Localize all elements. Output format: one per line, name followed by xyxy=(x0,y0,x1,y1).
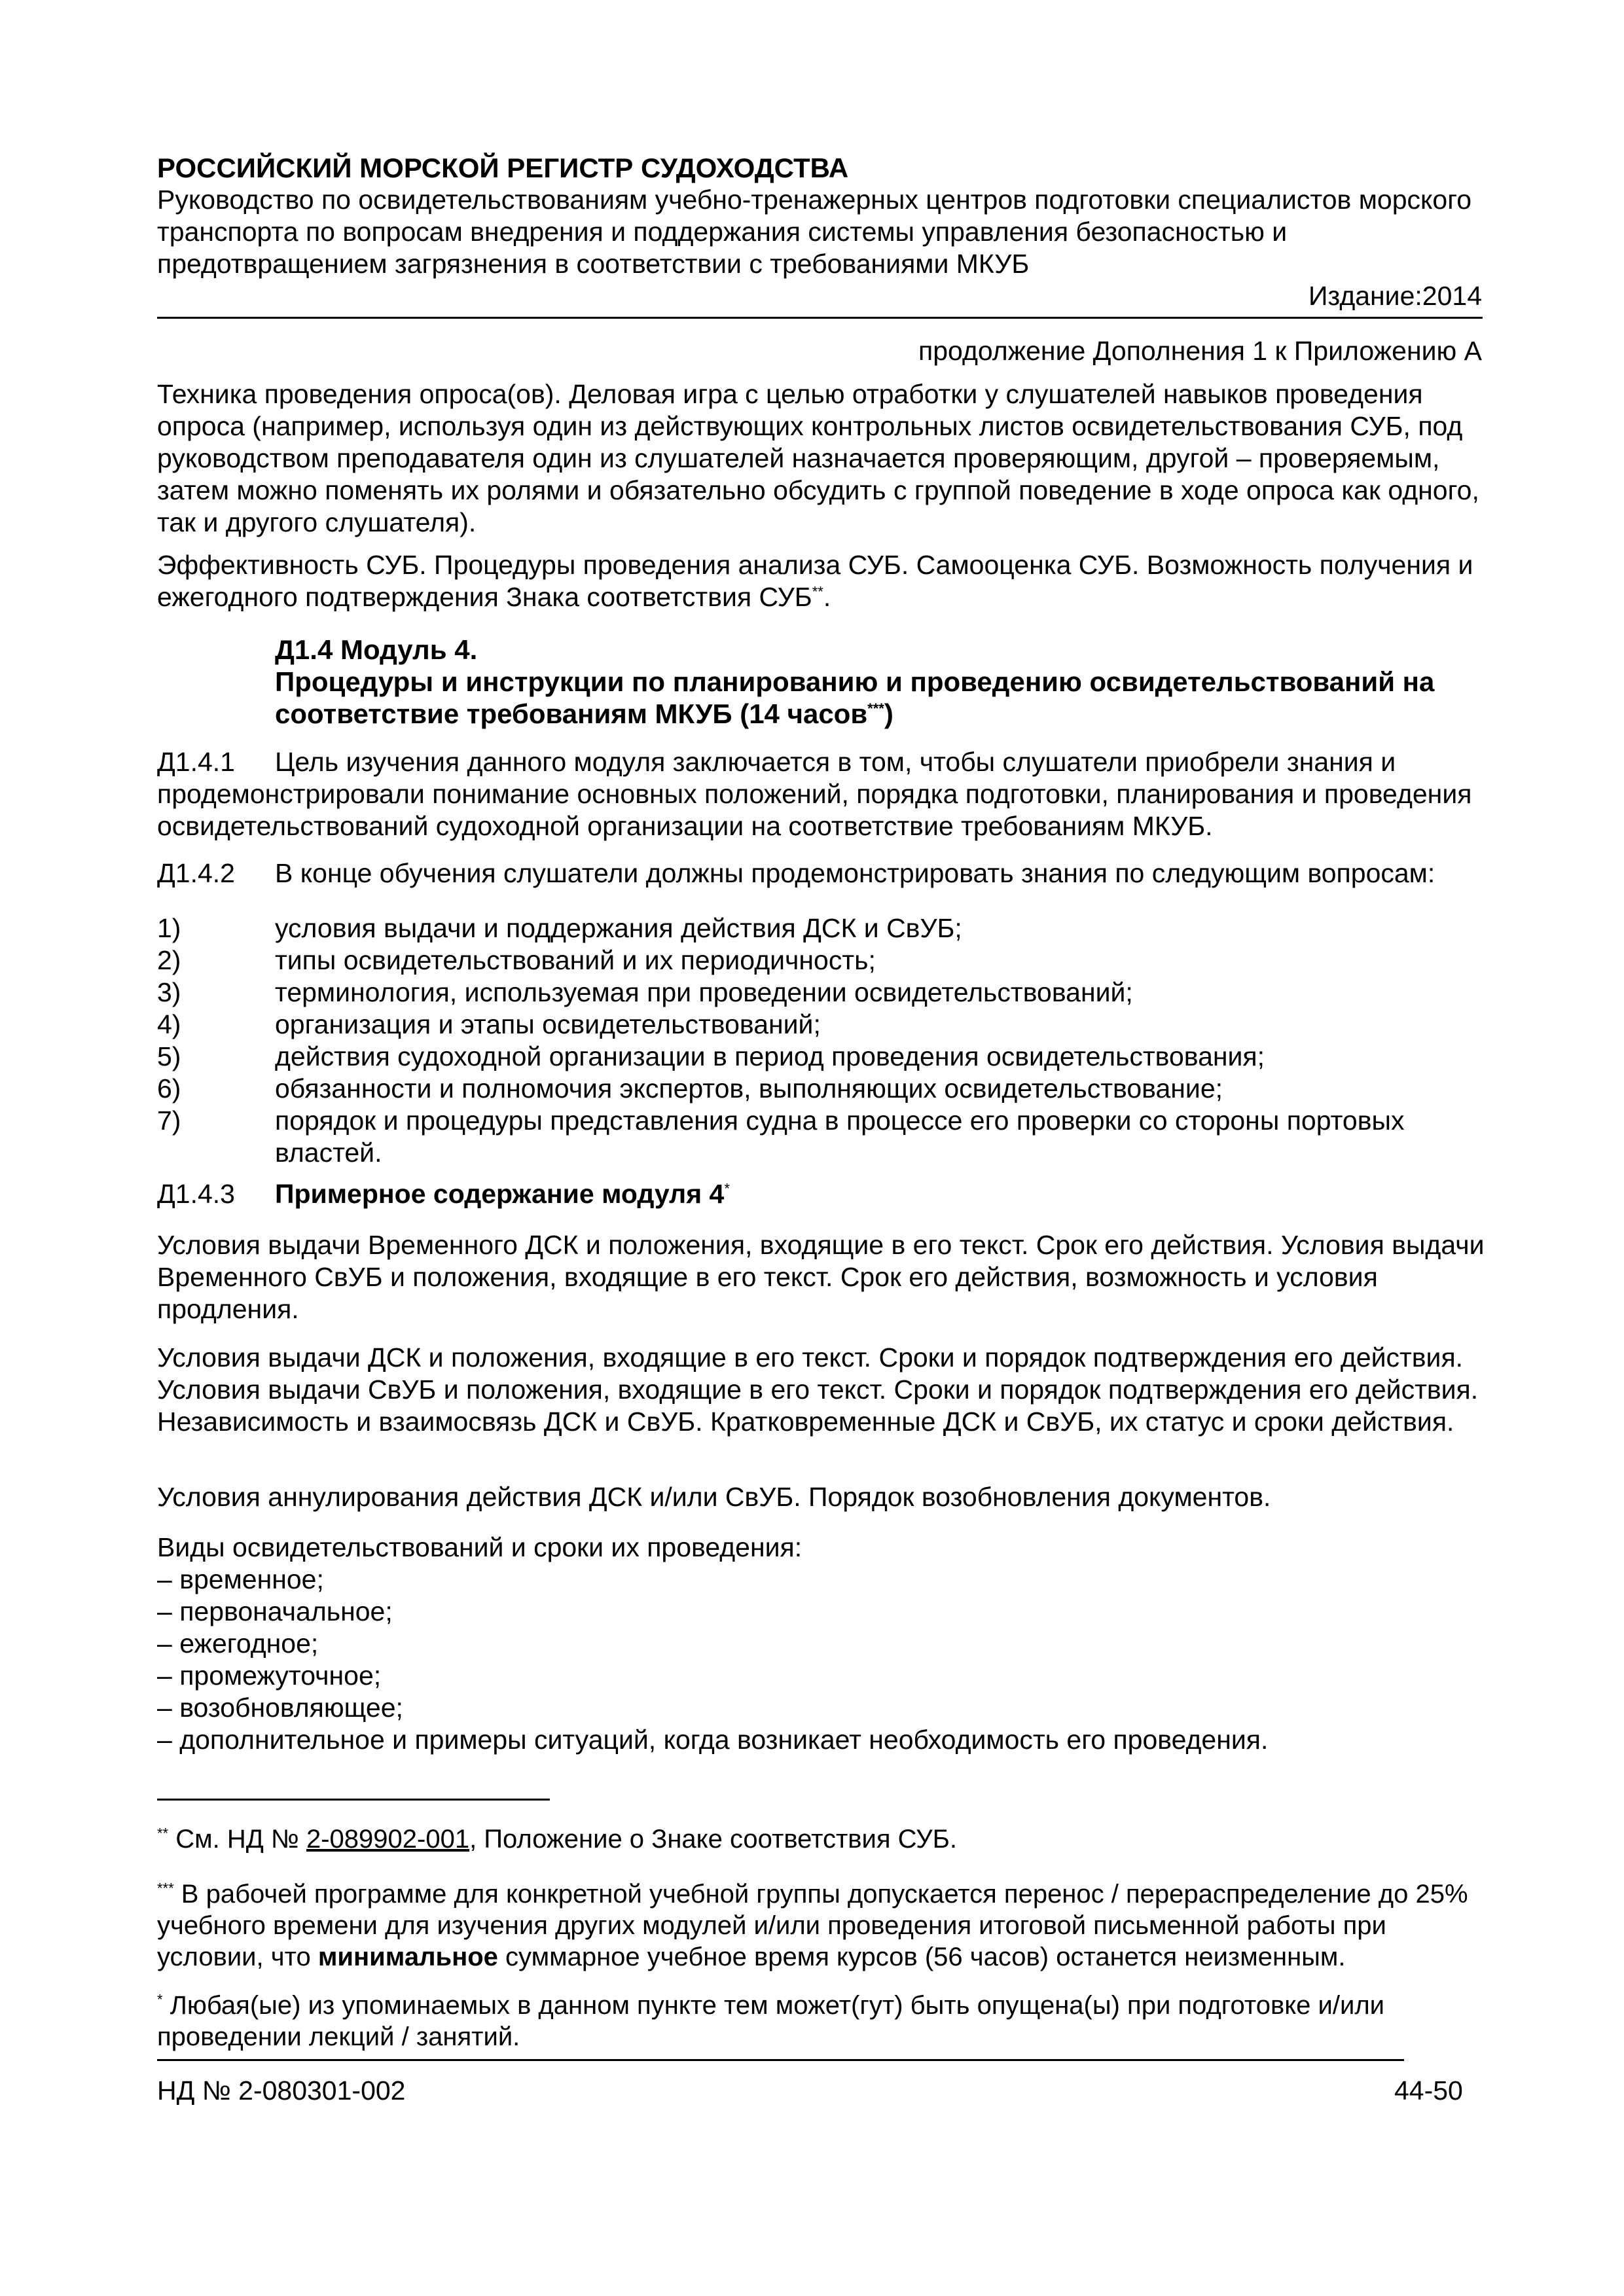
footnote-ref: * xyxy=(724,1180,730,1197)
footnote-mark: ** xyxy=(157,1825,169,1842)
list-item-number: 5) xyxy=(157,1041,181,1071)
footnote-separator xyxy=(157,1799,550,1801)
module-number: Д1.4 Модуль 4. xyxy=(275,634,478,665)
footnote-mark: * xyxy=(157,1991,163,2008)
numbered-paragraph xyxy=(157,857,1486,889)
header-organization: РОССИЙСКИЙ МОРСКОЙ РЕГИСТР СУДОХОДСТВА xyxy=(157,152,849,183)
footnote xyxy=(157,1990,1486,2053)
list-item: – ежегодное; xyxy=(157,1628,319,1659)
list-item-number: 2) xyxy=(157,945,181,975)
list-item-text: организация и этапы освидетельствований; xyxy=(275,1009,821,1039)
list-item: – дополнительное и примеры ситуаций, когда возникает необходимость его проведения. xyxy=(157,1725,1269,1755)
paragraph-sms-effectiveness xyxy=(157,549,1486,613)
list-item xyxy=(157,912,1486,944)
paragraph-docs-issue: Условия выдачи ДСК и положения, входящие в его текст. Сроки и порядок подтверждения его действия. Условия выдачи СвУБ и положения, входящие в его текст. Сроки и порядок подтверждения его действия. Независимость и взаимосвязь ДСК и СвУБ. Кратковременные ДСК и СвУБ, их статус и сроки действия. xyxy=(157,1342,1479,1437)
list-item-number: 6) xyxy=(157,1073,181,1103)
survey-kinds-intro: Виды освидетельствований и сроки их проведения: xyxy=(157,1532,803,1562)
list-item-text: действия судоходной организации в период проведения освидетельствования; xyxy=(275,1041,1265,1071)
paragraph-text: В конце обучения слушатели должны продемонстрировать знания по следующим вопросам: xyxy=(275,858,1435,888)
footnote xyxy=(157,1823,1486,1855)
list-item: – возобновляющее; xyxy=(157,1693,403,1723)
edition-label: Издание:2014 xyxy=(1308,281,1482,311)
footer-doc-number: НД № 2-080301-002 xyxy=(157,2075,406,2106)
list-item: – промежуточное; xyxy=(157,1660,382,1691)
list-item xyxy=(157,1009,1486,1041)
footnote-mark: *** xyxy=(157,1880,174,1897)
list-item-number: 3) xyxy=(157,977,181,1007)
paragraph-text: Эффективность СУБ. Процедуры проведения анализа СУБ. Самооценка СУБ. Возможность получения и ежегодного подтверждения Знака соответствия СУБ xyxy=(157,550,1473,612)
list-item xyxy=(157,944,1486,977)
footnote-text: В рабочей программе для конкретной учебной группы допускается перенос / перераспределение до 25% учебного времени для изучения других модулей и/или проведения итоговой письменной работы при условии, что xyxy=(157,1880,1468,1971)
footnote-text: Любая(ые) из упоминаемых в данном пункте тем может(гут) быть опущена(ы) при подготовке и/или проведении лекций / занятий. xyxy=(157,1991,1385,2051)
list-item xyxy=(157,977,1486,1009)
paragraph-number: Д1.4.2 xyxy=(157,858,235,888)
footer-page-number: 44-50 xyxy=(1394,2075,1463,2106)
footnote-ref: ** xyxy=(812,583,823,600)
list-item xyxy=(157,1105,1486,1169)
numbered-paragraph xyxy=(157,746,1486,842)
section-title: Примерное содержание модуля 4 xyxy=(275,1179,725,1209)
paragraph-end: . xyxy=(823,582,831,612)
section-number: Д1.4.3 xyxy=(157,1179,235,1209)
footnote-text: См. НД № xyxy=(168,1825,306,1854)
list-item-number: 1) xyxy=(157,913,181,943)
module-title-close: ) xyxy=(884,698,893,729)
survey-kinds xyxy=(157,1532,1486,1756)
module-title xyxy=(275,666,1492,730)
list-item-number: 7) xyxy=(157,1105,181,1136)
header-rule xyxy=(157,317,1483,319)
list-item: – временное; xyxy=(157,1564,324,1594)
paragraph-text: Цель изучения данного модуля заключается в том, чтобы слушатели приобрели знания и продемонстрировали понимание основных положений, порядка подготовки, планирования и проведения освидетельствований судоходной организации на соответствие требованиям МКУБ. xyxy=(157,747,1472,841)
section-heading xyxy=(157,1178,730,1210)
module-title-text: Процедуры и инструкции по планированию и проведению освидетельствований на соответствие требованиям МКУБ (14 часов xyxy=(275,666,1435,729)
list-item xyxy=(157,1041,1486,1073)
document-link[interactable]: 2-089902-001 xyxy=(306,1825,470,1854)
footnote xyxy=(157,1878,1486,1973)
footnote-ref: *** xyxy=(867,700,884,717)
paragraph-cancellation: Условия аннулирования действия ДСК и/или СвУБ. Порядок возобновления документов. xyxy=(157,1482,1271,1512)
header-subtitle: Руководство по освидетельствованиям учебно-тренажерных центров подготовки специалистов морского транспорта по вопросам внедрения и поддержания системы управления безопасностью и предотвращением загрязнения в соответствии с требованиями МКУБ xyxy=(157,185,1472,279)
footnote-text: , Положение о Знаке соответствия СУБ. xyxy=(469,1825,957,1854)
paragraph-interview-technique: Техника проведения опроса(ов). Деловая игра с целью отработки у слушателей навыков проведения опроса (например, используя один из действующих контрольных листов освидетельствования СУБ, под руководством преподавателя один из слушателей назначается проверяющим, другой – проверяемым, затем можно поменять их ролями и обязательно обсудить с группой поведение в ходе опроса как одного, так и другого слушателя). xyxy=(157,379,1479,537)
continuation-label: продолжение Дополнения 1 к Приложению А xyxy=(918,336,1482,366)
list-item: – первоначальное; xyxy=(157,1596,393,1626)
paragraph-temporary-docs: Условия выдачи Временного ДСК и положения, входящие в его текст. Срок его действия. Условия выдачи Временного СвУБ и положения, входящие в его текст. Срок его действия, возможность и условия продления. xyxy=(157,1230,1485,1324)
list-item xyxy=(157,1073,1486,1105)
knowledge-list xyxy=(157,912,1486,1169)
list-item-text: порядок и процедуры представления судна в процессе его проверки со стороны портовых властей. xyxy=(275,1105,1405,1168)
list-item-text: терминология, используемая при проведении освидетельствований; xyxy=(275,977,1133,1007)
footnote-emphasis: минимальное xyxy=(317,1943,498,1971)
footnote-text: суммарное учебное время курсов (56 часов) останется неизменным. xyxy=(497,1943,1346,1971)
footer-rule xyxy=(157,2059,1404,2061)
paragraph-number: Д1.4.1 xyxy=(157,747,235,777)
list-item-text: обязанности и полномочия экспертов, выполняющих освидетельствование; xyxy=(275,1073,1223,1103)
module-heading xyxy=(275,634,1492,730)
list-item-text: типы освидетельствований и их периодичность; xyxy=(275,945,876,975)
list-item-number: 4) xyxy=(157,1009,181,1039)
list-item-text: условия выдачи и поддержания действия ДСК и СвУБ; xyxy=(275,913,962,943)
